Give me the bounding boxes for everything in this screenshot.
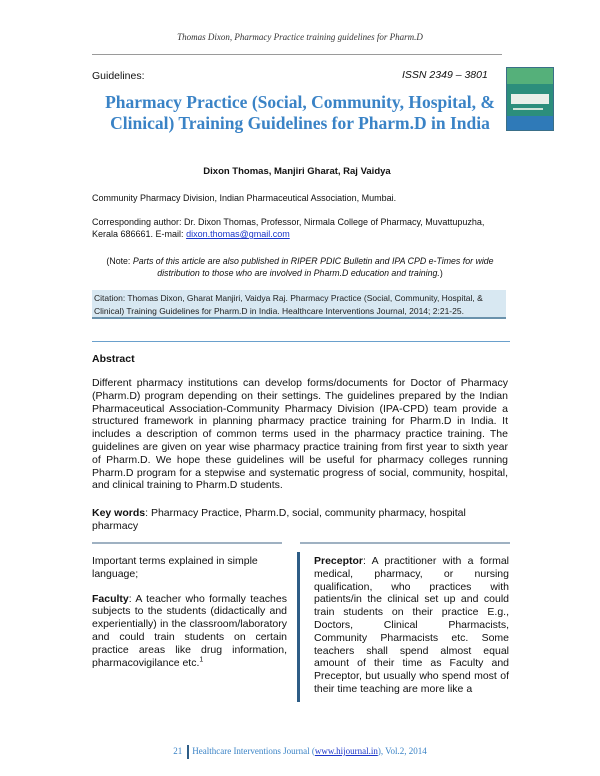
footer-divider xyxy=(187,745,189,759)
cover-subtitle-line xyxy=(513,108,543,110)
header-rule xyxy=(92,54,502,55)
correspondence-text: Corresponding author: Dr. Dixon Thomas, Professor, Nirmala College of Pharmacy, Muvattupuzha, Kerala 686661. E-mail: xyxy=(92,217,485,239)
preceptor-definition xyxy=(314,555,509,696)
section-divider xyxy=(92,341,510,342)
issn-label: ISSN 2349 – 3801 xyxy=(402,69,488,81)
keywords-text: : Pharmacy Practice, Pharm.D, social, community pharmacy, hospital pharmacy xyxy=(92,507,466,532)
cover-band-bottom xyxy=(507,116,553,130)
left-column xyxy=(92,555,287,681)
note-suffix: ) xyxy=(439,268,443,278)
publication-note xyxy=(100,255,500,279)
faculty-text: : A teacher who formally teaches subjects to the students (didactically and experientially) in the classroom/laboratory and could train students on certain practice areas like drug information, pharmacovigilance etc. xyxy=(92,592,287,669)
right-column xyxy=(314,555,509,696)
journal-url-link[interactable]: www.hijournal.in xyxy=(314,746,378,757)
terms-intro: Important terms explained in simple language; xyxy=(92,555,258,580)
abstract-body: Different pharmacy institutions can develop forms/documents for Doctor of Pharmacy (Pharm.D) program depending on their settings. The guidelines prepared by the Indian Pharmaceutical Association-Community Pharmacy Division (IPA-CPD) team provide a structured framework in planning pharmacy practice training for Pharm.D in India. It includes a description of common terms used in the pharmacy practice training. The guidelines are given on year wise pharmacy practice training from first year to sixth year of Pharm.D. We hope these guidelines will be useful for pharmacy colleges running Pharm.D program for a stepwise and systematic progress of social, community, hospital, and clinical training to Pharm.D students. xyxy=(92,377,508,492)
preceptor-term: Preceptor xyxy=(314,555,364,567)
corresponding-author xyxy=(92,216,502,240)
cover-title-band xyxy=(511,94,549,104)
preceptor-text: : A practitioner with a formal medical, pharmacy, or nursing qualification, who practices with patients/in the clinical set up and could train students on their practice E.g., Doctors, Clinical Pharmacists, Community Pharmacists etc. Some teachers shall spend almost equal amount of their time as Faculty and Preceptor, but usually who spend most of their time teaching are more like a xyxy=(314,555,509,695)
affiliation: Community Pharmacy Division, Indian Pharmaceutical Association, Mumbai. xyxy=(92,193,397,203)
abstract-heading: Abstract xyxy=(92,353,135,365)
page-footer xyxy=(0,745,600,759)
column-divider xyxy=(297,552,300,702)
page-number: 21 xyxy=(173,746,183,757)
email-link[interactable]: dixon.thomas@gmail.com xyxy=(186,229,290,239)
keywords-label: Key words xyxy=(92,507,146,519)
keywords xyxy=(92,507,504,533)
faculty-reference: 1 xyxy=(199,656,204,664)
cover-band-top xyxy=(507,68,553,84)
faculty-term: Faculty xyxy=(92,592,129,605)
article-type-label: Guidelines: xyxy=(92,70,145,82)
running-header: Thomas Dixon, Pharmacy Practice training guidelines for Pharm.D xyxy=(177,32,423,42)
note-body: Parts of this article are also published in RIPER PDIC Bulletin and IPA CPD e-Times for wide distribution to those who are involved in Pharm.D education and training. xyxy=(132,256,494,278)
author-list: Dixon Thomas, Manjiri Gharat, Raj Vaidya xyxy=(203,166,391,177)
article-title: Pharmacy Practice (Social, Community, Hospital, & Clinical) Training Guidelines for Pharm.D in India xyxy=(105,92,495,133)
note-prefix: (Note: xyxy=(106,256,133,266)
column-rule-left xyxy=(92,542,282,544)
footer-journal: Healthcare Interventions Journal ( xyxy=(192,746,315,757)
column-rule-right xyxy=(300,542,510,544)
journal-cover-thumbnail xyxy=(506,67,554,131)
faculty-definition xyxy=(92,593,287,670)
citation-box: Citation: Thomas Dixon, Gharat Manjiri, Vaidya Raj. Pharmacy Practice (Social, Community, Hospital, & Clinical) Training Guidelines for Pharm.D in India. Healthcare Interventions Journal, 2014; 2:21-25. xyxy=(92,290,506,319)
footer-volume: ), Vol.2, 2014 xyxy=(377,746,427,757)
